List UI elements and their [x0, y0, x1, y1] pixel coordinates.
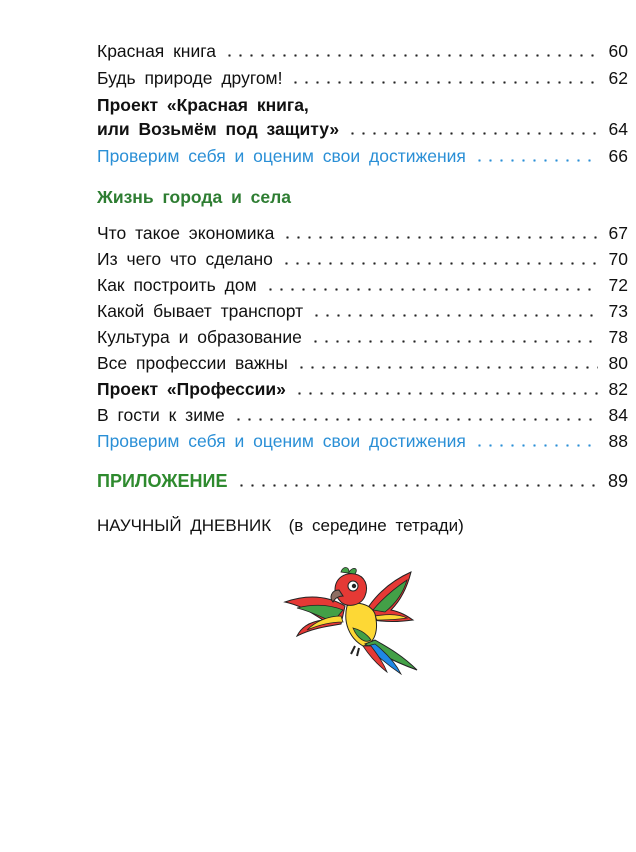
toc-entry [97, 220, 628, 244]
toc-entry-self-check [97, 143, 628, 167]
dot-leader [265, 288, 598, 291]
toc-entry-page: 73 [608, 301, 628, 321]
toc-entry-title: Проверим себя и оценим свои достижения [97, 431, 466, 451]
dot-leader [296, 366, 598, 369]
appendix-title: ПРИЛОЖЕНИЕ [97, 471, 228, 491]
toc-entry [97, 324, 628, 348]
toc-entry-title: Что такое экономика [97, 223, 275, 243]
dot-leader [290, 81, 598, 84]
dot-leader [310, 340, 598, 343]
toc-entry [97, 402, 628, 426]
toc-entry-page: 84 [608, 405, 628, 425]
toc-entry-appendix [97, 468, 628, 492]
toc-entry-self-check [97, 428, 628, 452]
toc-entry-title: Будь природе другом! [97, 68, 283, 88]
project-red-book-title-line1: Проект «Красная книга, [97, 95, 309, 115]
toc-entry-title: Из чего что сделано [97, 249, 273, 269]
toc-entry-title: В гости к зиме [97, 405, 225, 425]
toc-entry-page: 62 [608, 68, 628, 88]
toc-entry-title: Все профессии важны [97, 353, 288, 373]
toc-entry-page: 80 [608, 353, 628, 373]
dot-leader [236, 484, 599, 487]
dot-leader [474, 159, 598, 162]
section-title: Жизнь города и села [97, 187, 291, 207]
toc-entry [97, 38, 628, 62]
toc-entry-page: 72 [608, 275, 628, 295]
toc-entry-title: или Возьмём под защиту» [97, 119, 340, 139]
toc-entry [97, 272, 628, 296]
note-detail: (в середине тетради) [288, 516, 464, 535]
dot-leader [282, 236, 598, 239]
toc-entry-page: 89 [607, 471, 628, 491]
toc-entry-title: Как построить дом [97, 275, 257, 295]
parrot-icon [283, 566, 423, 676]
toc-entry-page: 78 [608, 327, 628, 347]
dot-leader [281, 262, 598, 265]
dot-leader [311, 314, 598, 317]
toc-entry-title: Красная книга [97, 41, 216, 61]
dot-leader [224, 54, 598, 57]
toc-entry-page: 88 [608, 431, 628, 451]
toc-entry-page: 64 [608, 119, 628, 139]
toc-entry [97, 246, 628, 270]
toc-entry-page: 70 [608, 249, 628, 269]
toc-entry-project-professions [97, 376, 628, 400]
toc-entry-title: Культура и образование [97, 327, 302, 347]
dot-leader [294, 392, 598, 395]
note-title: НАУЧНЫЙ ДНЕВНИК [97, 516, 272, 535]
toc-entry [97, 350, 628, 374]
toc-entry-page: 82 [608, 379, 628, 399]
toc-entry [97, 65, 628, 89]
dot-leader [233, 418, 598, 421]
dot-leader [347, 132, 598, 135]
toc-entry-page: 66 [608, 146, 628, 166]
toc-entry-title: Проект «Профессии» [97, 379, 286, 399]
dot-leader [474, 444, 598, 447]
science-diary-note [97, 516, 464, 536]
toc-entry-title: Какой бывает транспорт [97, 301, 304, 321]
toc-entry-page: 60 [608, 41, 628, 61]
toc-entry-title: Проверим себя и оценим свои достижения [97, 146, 466, 166]
toc-entry [97, 298, 628, 322]
toc-entry-project-red-book [97, 116, 628, 140]
toc-entry-page: 67 [608, 223, 628, 243]
